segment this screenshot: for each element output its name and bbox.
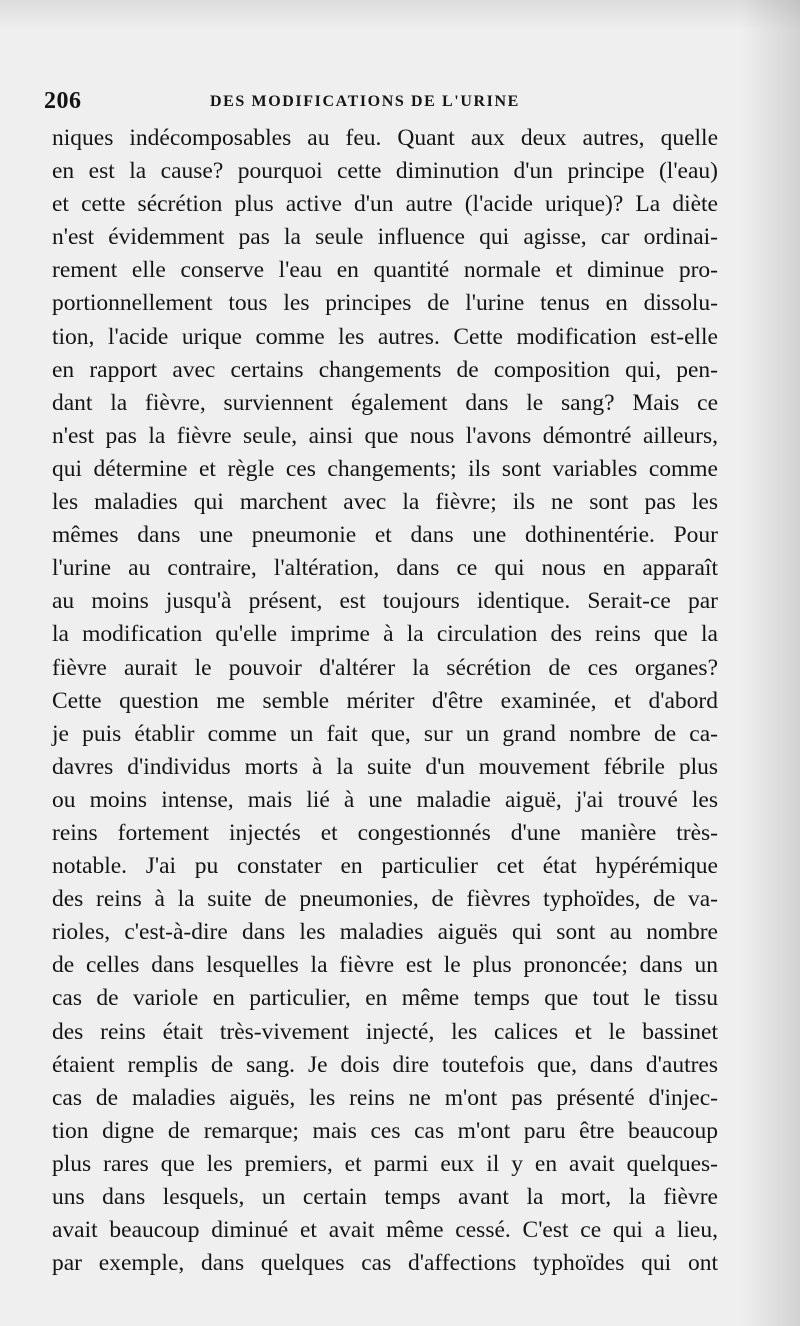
text-line: Cette question me semble mériter d'être examinée, et d'abord — [52, 687, 718, 714]
text-line: uns dans lesquels, un certain temps avant la mort, la fièvre — [52, 1184, 718, 1210]
text-line: et cette sécrétion plus active d'un autre (l'acide urique)? La diète — [52, 191, 718, 218]
text-line: je puis établir comme un fait que, sur un grand nombre de ca- — [52, 720, 718, 747]
text-line: cas de maladies aiguës, les reins ne m'ont pas présenté d'injec- — [52, 1084, 718, 1111]
text-line: des reins était très-vivement injecté, les calices et le bassinet — [52, 1018, 718, 1045]
text-line: niques indécomposables au feu. Quant aux deux autres, quelle — [52, 125, 718, 151]
text-line: la modification qu'elle imprime à la circulation des reins que la — [52, 621, 718, 648]
text-line: par exemple, dans quelques cas d'affections typhoïdes qui ont — [52, 1250, 718, 1277]
running-head: DES MODIFICATIONS DE L'URINE — [210, 93, 520, 110]
text-line: fièvre aurait le pouvoir d'altérer la sécrétion de ces organes? — [52, 654, 718, 681]
text-line: cas de variole en particulier, en même temps que tout le tissu — [52, 985, 718, 1012]
text-line: portionnellement tous les principes de l'urine tenus en dissolu- — [52, 290, 718, 317]
text-line: dant la fièvre, surviennent également dans le sang? Mais ce — [52, 389, 718, 416]
text-line: au moins jusqu'à présent, est toujours identique. Serait-ce par — [52, 588, 718, 615]
page-header — [44, 88, 724, 118]
text-line: rement elle conserve l'eau en quantité normale et diminue pro- — [52, 257, 718, 284]
text-line: qui détermine et règle ces changements; ils sont variables comme — [52, 455, 718, 482]
text-line: les maladies qui marchent avec la fièvre; ils ne sont pas les — [52, 489, 718, 516]
text-line: étaient remplis de sang. Je dois dire toutefois que, dans d'autres — [52, 1051, 718, 1078]
page-number: 206 — [44, 88, 82, 114]
text-line: rioles, c'est-à-dire dans les maladies aiguës qui sont au nombre — [52, 919, 718, 946]
text-line: tion digne de remarque; mais ces cas m'ont paru être beaucoup — [52, 1117, 718, 1144]
text-line: tion, l'acide urique comme les autres. Cette modification est-elle — [52, 323, 718, 350]
text-line: reins fortement injectés et congestionnés d'une manière très- — [52, 819, 718, 846]
text-line: en est la cause? pourquoi cette diminution d'un principe (l'eau) — [52, 158, 718, 185]
text-line: mêmes dans une pneumonie et dans une dothinentérie. Pour — [52, 522, 718, 549]
text-line: l'urine au contraire, l'altération, dans ce qui nous en apparaît — [52, 555, 718, 582]
text-line: notable. J'ai pu constater en particulier cet état hypérémique — [52, 853, 718, 880]
text-line: ou moins intense, mais lié à une maladie aiguë, j'ai trouvé les — [52, 786, 718, 813]
text-line: plus rares que les premiers, et parmi eux il y en avait quelques- — [52, 1150, 718, 1177]
text-line: avait beaucoup diminué et avait même cessé. C'est ce qui a lieu, — [52, 1217, 718, 1244]
text-line: n'est pas la fièvre seule, ainsi que nous l'avons démontré ailleurs, — [52, 422, 718, 449]
text-line: davres d'individus morts à la suite d'un mouvement fébrile plus — [52, 753, 718, 780]
text-line: en rapport avec certains changements de composition qui, pen- — [52, 356, 718, 383]
body-text — [52, 122, 718, 1280]
text-line: n'est évidemment pas la seule influence qui agisse, car ordinai- — [52, 224, 718, 251]
text-line: de celles dans lesquelles la fièvre est le plus prononcée; dans un — [52, 952, 718, 979]
text-line: des reins à la suite de pneumonies, de fièvres typhoïdes, de va- — [52, 886, 718, 913]
